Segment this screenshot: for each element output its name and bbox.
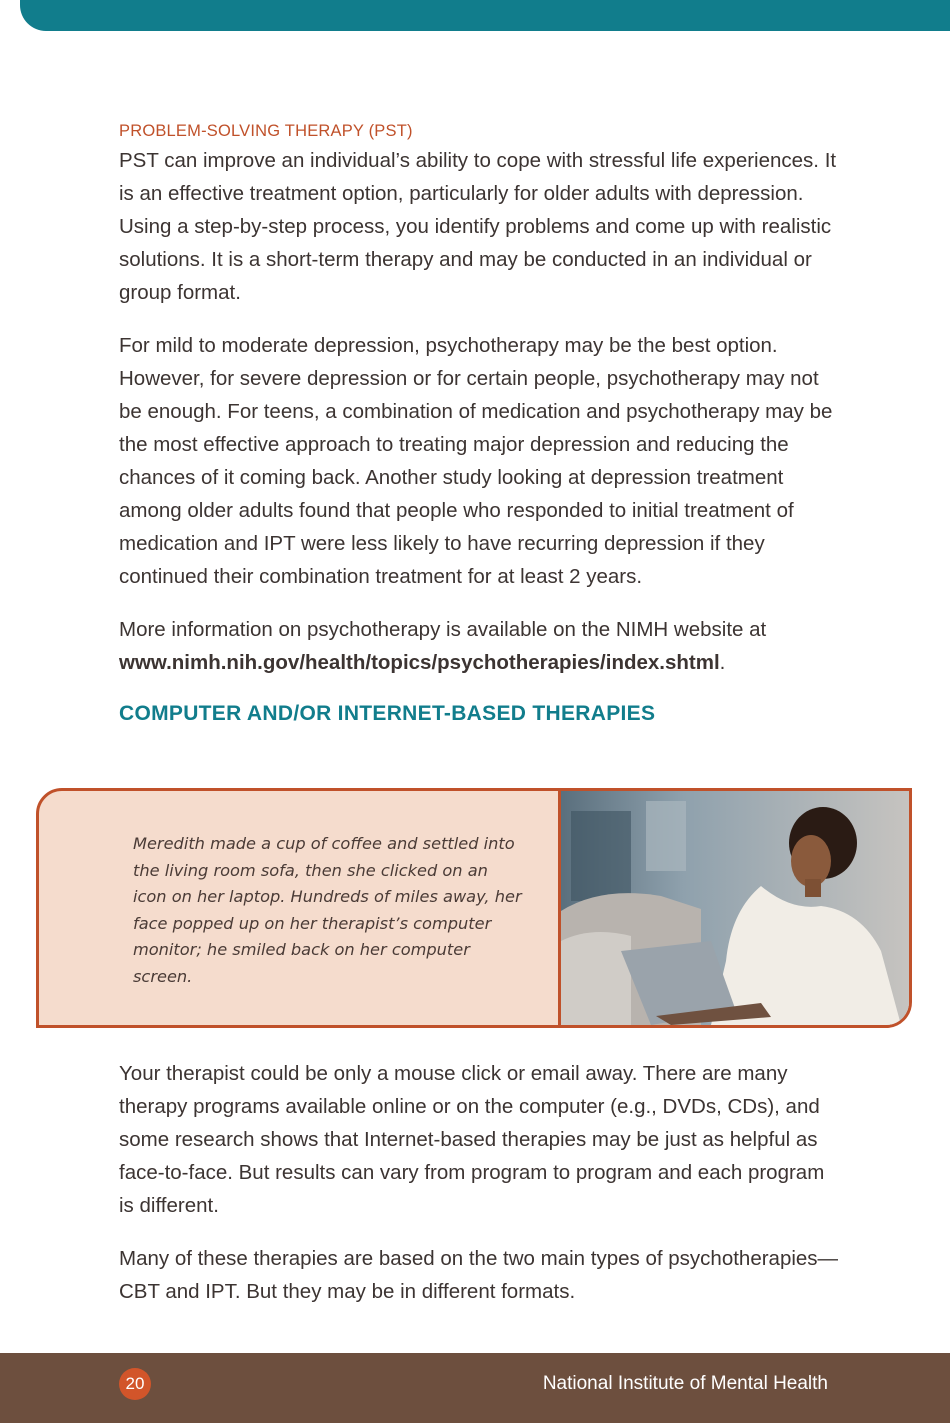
more-info-period: . — [719, 651, 726, 674]
top-color-band — [20, 0, 950, 31]
main-content-upper — [119, 118, 839, 729]
story-callout-box — [36, 788, 912, 1028]
section-heading-internet-therapies: COMPUTER AND/OR INTERNET-BASED THERAPIES — [119, 702, 656, 725]
more-info-text: More information on psychotherapy is available on the NIMH website at — [119, 618, 767, 641]
photo-woman-with-laptop — [558, 791, 912, 1025]
photo-illustration — [561, 791, 912, 1025]
more-info-paragraph — [119, 613, 839, 679]
depression-paragraph: For mild to moderate depression, psychotherapy may be the best option. However, for severe depression or for certain people, psychotherapy may not be enough. For teens, a combination of medication and psychotherapy may be the most effective approach to treating major depression and reducing the chances of it coming back. Another study looking at depression treatment among older adults found that people who responded to initial treatment of medication and IPT were less likely to have recurring depression if they continued their combination treatment for at least 2 years. — [119, 334, 833, 588]
pst-paragraph: PST can improve an individual’s ability to cope with stressful life experiences. It is an effective treatment option, particularly for older adults with depression. Using a step-by-step process, you identify problems and come up with realistic solutions. It is a short-term therapy and may be conducted in an individual or group format. — [119, 149, 837, 304]
main-content-lower — [119, 1057, 839, 1328]
callout-story-text: Meredith made a cup of coffee and settled into the living room sofa, then she clicked on an icon on her laptop. Hundreds of miles away, her face popped up on her therapist’s computer monitor; he smiled back on her computer screen. — [133, 834, 522, 986]
page-number: 20 — [119, 1368, 151, 1400]
nimh-website-link[interactable]: www.nimh.nih.gov/health/topics/psychotherapies/index.shtml — [119, 651, 720, 674]
therapy-types-paragraph: Many of these therapies are based on the two main types of psychotherapies—CBT and IPT. But they may be in different formats. — [119, 1247, 839, 1303]
pst-heading: PROBLEM-SOLVING THERAPY (PST) — [119, 122, 413, 140]
online-therapy-paragraph: Your therapist could be only a mouse click or email away. There are many therapy programs available online or on the computer (e.g., DVDs, CDs), and some research shows that Internet-based therapies may be just as helpful as face-to-face. But results can vary from program to program and each program is different. — [119, 1062, 825, 1217]
footer-organization: National Institute of Mental Health — [542, 1373, 828, 1394]
